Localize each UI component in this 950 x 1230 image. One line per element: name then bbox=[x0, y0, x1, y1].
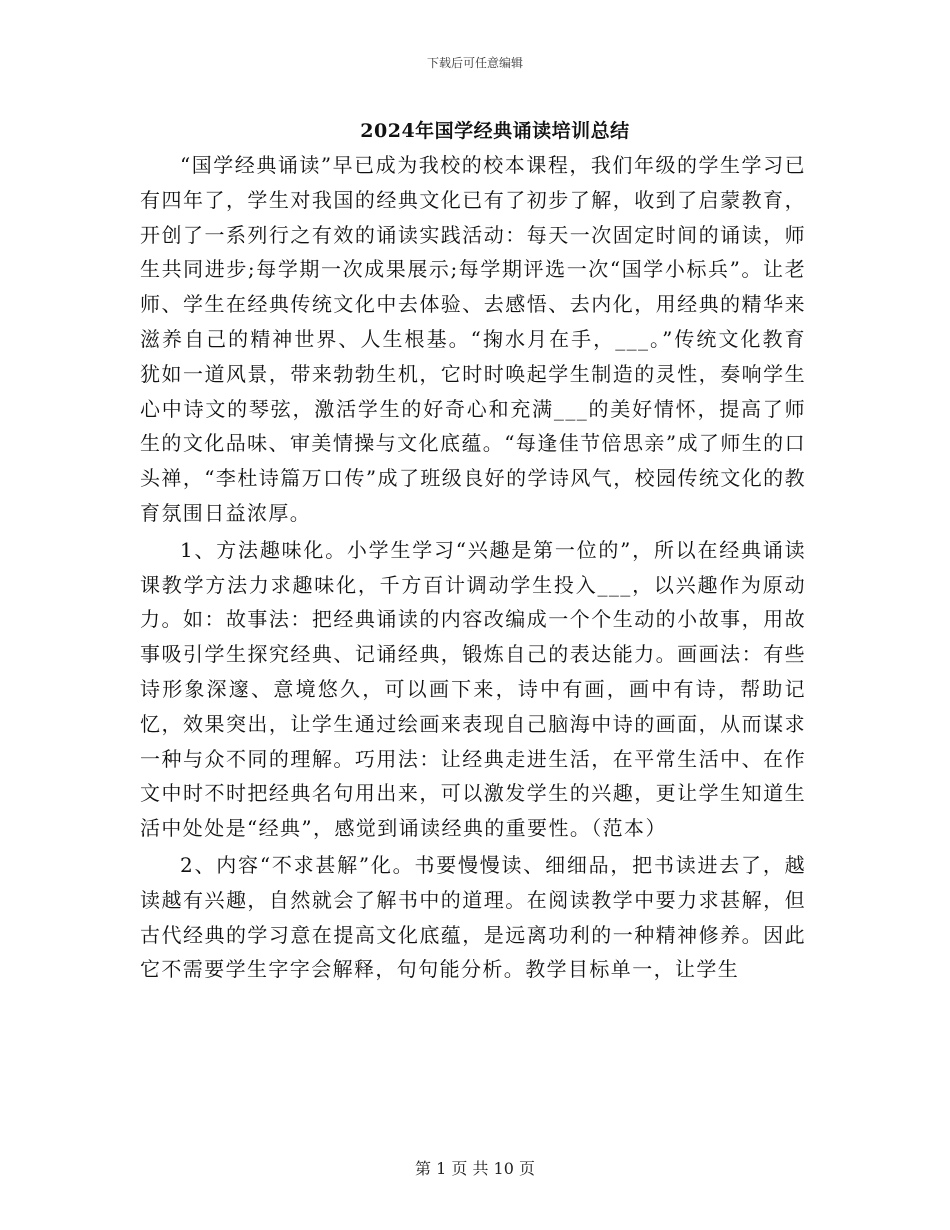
document-title: 2024年国学经典诵读培训总结 bbox=[360, 120, 630, 142]
header-note: 下载后可任意编辑 bbox=[426, 56, 523, 70]
page-footer: 第 1 页 共 10 页 bbox=[415, 1159, 535, 1178]
paragraph-intro: “国学经典诵读”早已成为我校的校本课程，我们年级的学生学习已有四年了，学生对我国的经典文化已有了初步了解，收到了启蒙教育，开创了一系列行之有效的诵读实践活动：每天一次固定时间的诵读，师生共同进步;每学期一次成果展示;每学期评选一次“国学小标兵”。让老师、学生在经典传统文化中去体验、去感悟、去内化，用经典的精华来滋养自己的精神世界、人生根基。“掬水月在手，___。”传统文化教育犹如一道风景，带来勃勃生机，它时时唤起学生制造的灵性，奏响学生心中诗文的琴弦，激活学生的好奇心和充满___的美好情怀，提高了师生的文化品味、审美情操与文化底蕴。“每逢佳节倍思亲”成了师生的口头禅，“李杜诗篇万口传”成了班级良好的学诗风气，校园传统文化的教育氛围日益浓厚。 bbox=[140, 153, 806, 525]
paragraph-method: 1、方法趣味化。小学生学习“兴趣是第一位的”，所以在经典诵读课教学方法力求趣味化，千方百计调动学生投入___，以兴趣作为原动力。如：故事法：把经典诵读的内容改编成一个个生动的小故事，用故事吸引学生探究经典、记诵经典，锻炼自己的表达能力。画画法：有些诗形象深邃、意境悠久，可以画下来，诗中有画，画中有诗，帮助记忆，效果突出，让学生通过绘画来表现自己脑海中诗的画面，从而谋求一种与众不同的理解。巧用法：让经典走进生活，在平常生活中、在作文中时不时把经典名句用出来，可以激发学生的兴趣，更让学生知道生活中处处是“经典”，感觉到诵读经典的重要性。（范本） bbox=[140, 537, 806, 841]
paragraph-content: 2、内容“不求甚解”化。书要慢慢读、细细品，把书读进去了，越读越有兴趣，自然就会了解书中的道理。在阅读教学中要力求甚解，但古代经典的学习意在提高文化底蕴，是远离功利的一种精神修养。因此它不需要学生字字会解释，句句能分析。教学目标单一，让学生 bbox=[140, 852, 806, 982]
document-body bbox=[140, 148, 806, 987]
